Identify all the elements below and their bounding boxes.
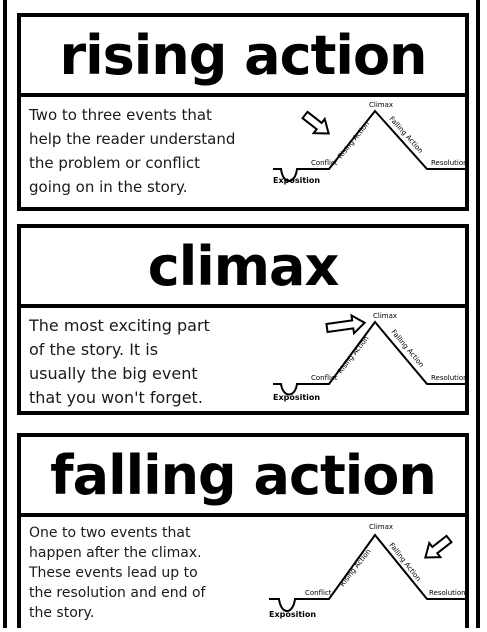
card-title: climax <box>21 228 465 308</box>
conflict-label: Conflict <box>311 374 338 382</box>
plot-diagram <box>265 517 469 628</box>
pointer-arrow-icon <box>326 314 366 337</box>
climax-label: Climax <box>373 312 398 320</box>
climax-card <box>17 224 469 415</box>
card-description: Two to three events that help the reader understand the problem or conflict going on in the story. <box>29 106 236 196</box>
pointer-arrow-icon <box>299 108 334 141</box>
resolution-label: Resolution <box>429 589 466 597</box>
falling-action-label: Falling Action <box>387 541 423 583</box>
page-border-right <box>476 0 480 628</box>
conflict-label: Conflict <box>305 589 332 597</box>
card-description: One to two events that happen after the climax. These events lead up to the resolution and end of the story. <box>29 525 206 621</box>
falling-action-label: Falling Action <box>389 328 426 369</box>
rising-action-card <box>17 13 469 211</box>
falling-action-label: Falling Action <box>387 114 425 155</box>
climax-label: Climax <box>369 101 394 109</box>
exposition-label: Exposition <box>269 610 317 619</box>
falling-action-card <box>17 433 469 628</box>
climax-label: Climax <box>369 523 394 531</box>
exposition-label: Exposition <box>273 176 321 185</box>
pointer-arrow-icon <box>420 532 455 565</box>
conflict-label: Conflict <box>311 159 338 167</box>
rising-action-label: Rising Action <box>336 119 372 161</box>
card-title: falling action <box>21 437 465 517</box>
rising-action-label: Rising Action <box>338 547 373 589</box>
card-title: rising action <box>21 17 465 97</box>
plot-diagram <box>265 97 469 207</box>
resolution-label: Resolution <box>431 159 468 167</box>
card-description: The most exciting part of the story. It is usually the big event that you won't forget. <box>29 316 210 407</box>
rising-action-label: Rising Action <box>336 334 371 376</box>
resolution-label: Resolution <box>431 374 468 382</box>
exposition-label: Exposition <box>273 393 321 402</box>
page-border-left <box>3 0 7 628</box>
plot-diagram <box>265 308 469 411</box>
